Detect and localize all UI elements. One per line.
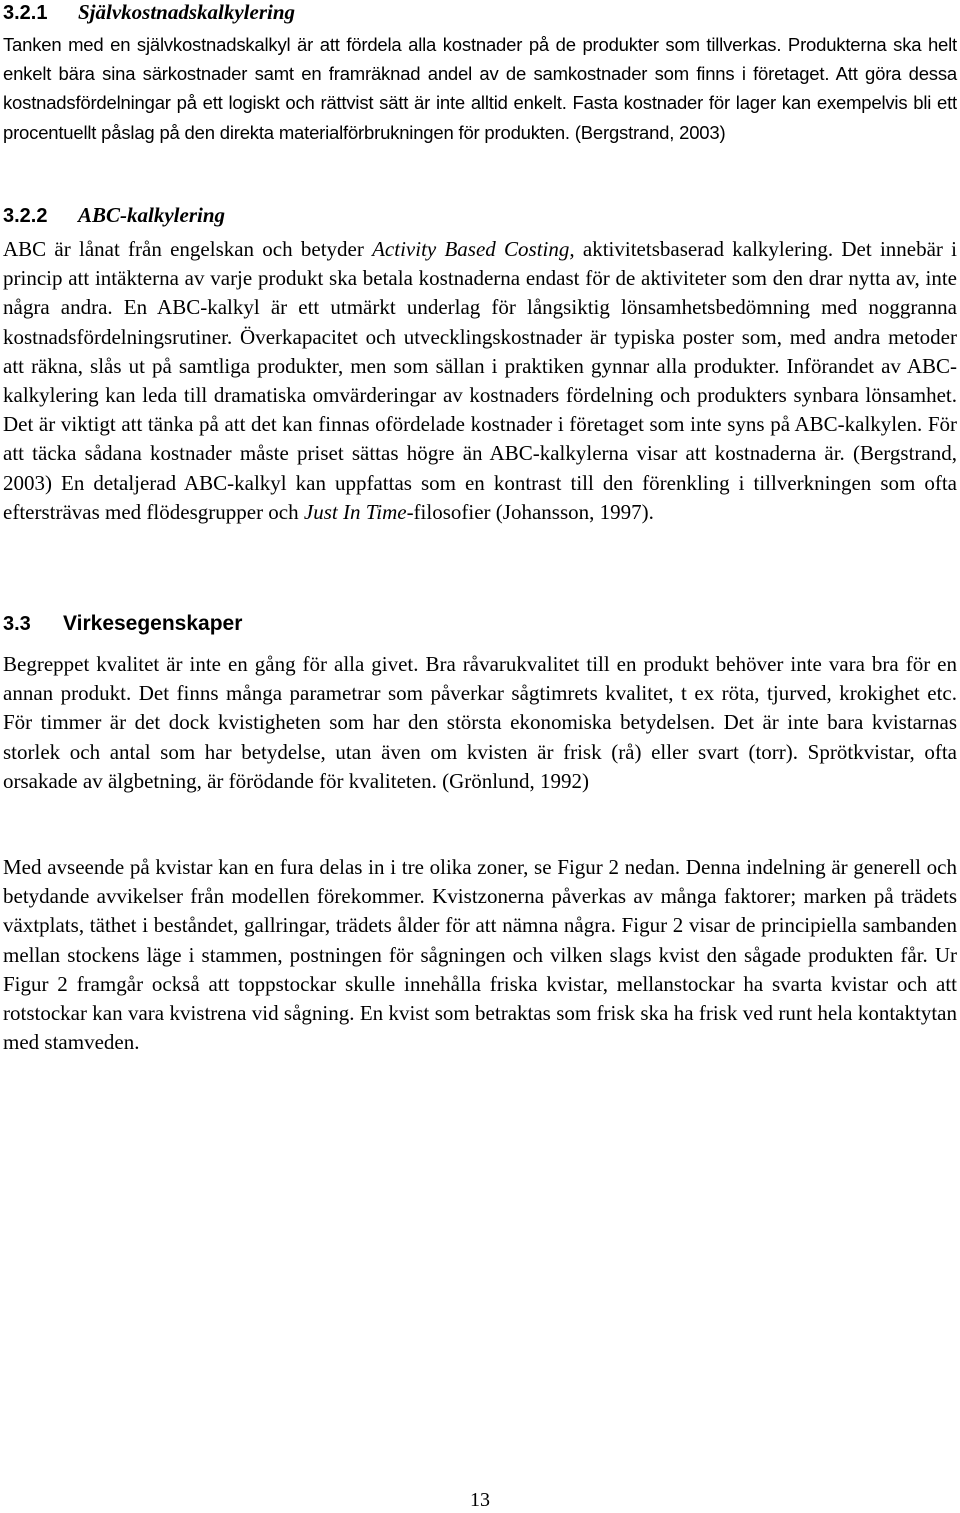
section-title: ABC-kalkylering	[78, 203, 226, 227]
paragraph-text: -filosofier (Johansson, 1997).	[406, 499, 654, 524]
activity-based-costing-term: Activity Based Costing,	[372, 237, 575, 261]
section-number: 3.3	[3, 613, 31, 635]
paragraph-text: aktivitetsbaserad kalkylering. Det innebär i princip att intäkterna av varje produkt ska betala kostnaderna endast för de aktiviteter som den drar nytta av, inte några andra. En ABC-kalkyl är ett utmärkt underlag för långsiktig lönsamhetsbedömning med noggranna kostnadsfördelningsrutiner. Överkapacitet och utvecklingskostnader är typiska poster som, med andra metoder att räkna, slås ut på samtliga produkter, men som sällan i praktiken gynnar alla produkter. Införandet av ABC-kalkylering kan leda till dramatiska omvärderingar av kostnaders fördelning och produkters synbara lönsamhet. Det är viktigt att tänka på att det kan finnas ofördelade kostnader i företaget som inte syns på ABC-kalkylen. För att täcka sådana kostnader måste priset sättas högre än ABC-kalkylerna visar att kostnaderna är. (Bergstrand, 2003) En detaljerad ABC-kalkyl kan uppfattas som en kontrast till den förenkling i tillverkningen som ofta eftersträvas med flödesgrupper och	[3, 237, 957, 524]
paragraph-text: ABC är lånat från engelskan och betyder	[3, 237, 373, 261]
paragraph-kvalitet: Begreppet kvalitet är inte en gång för alla givet. Bra råvarukvalitet till en produkt behöver inte vara bra för en annan produkt. Det finns många parametrar som påverkar sågtimrets kvalitet, t ex röta, tjurved, krokighet etc. För timmer är det dock kvistigheten som har den största ekonomiska betydelsen. Det är inte bara kvistarnas storlek och antal som har betydelse, utan även om kvisten är frisk (rå) eller svart (torr). Sprötkvistar, ofta orsakade av älgbetning, är förödande för kvaliteten. (Grönlund, 1992)	[3, 652, 957, 793]
paragraph-sjalvkostnad: Tanken med en självkostnadskalkyl är att fördela alla kostnader på de produkter som tillverkas. Produkterna ska helt enkelt bära sina särkostnader samt en framräknad andel av de samkostnader som finns i företaget. Att göra dessa kostnadsfördelningar på ett logiskt och rättvist sätt är inte alltid enkelt. Fasta kostnader för lager kan exempelvis bli ett procentuellt påslag på den direkta materialförbrukningen för produkten. (Bergstrand, 2003)	[3, 34, 957, 143]
paragraph-kvistar: Med avseende på kvistar kan en fura delas in i tre olika zoner, se Figur 2 nedan. Denna indelning är generell och betydande avvikelser från modellen förekommer. Kvistzonerna påverkas av många faktorer; marken på trädets växtplats, täthet i beståndet, gallringar, trädets ålder för att nämna några. Figur 2 visar de principiella sambanden mellan stockens läge i stammen, postningen för sågningen och vilken slags kvist den sågade produkten får. Ur Figur 2 framgår också att toppstockar skulle innehålla friska kvistar, mellanstockar ha svarta kvistar och att rotstockar kan vara kvistrena vid sågning. En kvist som betraktas som frisk ska ha frisk ved runt hela kontaktytan med stamveden.	[3, 855, 957, 1055]
section-heading-3-2-2	[3, 203, 225, 228]
section-title: Virkesegenskaper	[63, 612, 243, 635]
section-number: 3.2.1	[3, 2, 48, 24]
section-heading-3-2-1	[3, 0, 295, 25]
paragraph-abc	[3, 235, 957, 527]
page-number: 13	[470, 1489, 490, 1511]
just-in-time-term: Just In Time	[303, 499, 407, 524]
section-number: 3.2.2	[3, 205, 48, 227]
section-title: Självkostnadskalkylering	[78, 0, 296, 24]
section-heading-3-3	[3, 611, 242, 636]
